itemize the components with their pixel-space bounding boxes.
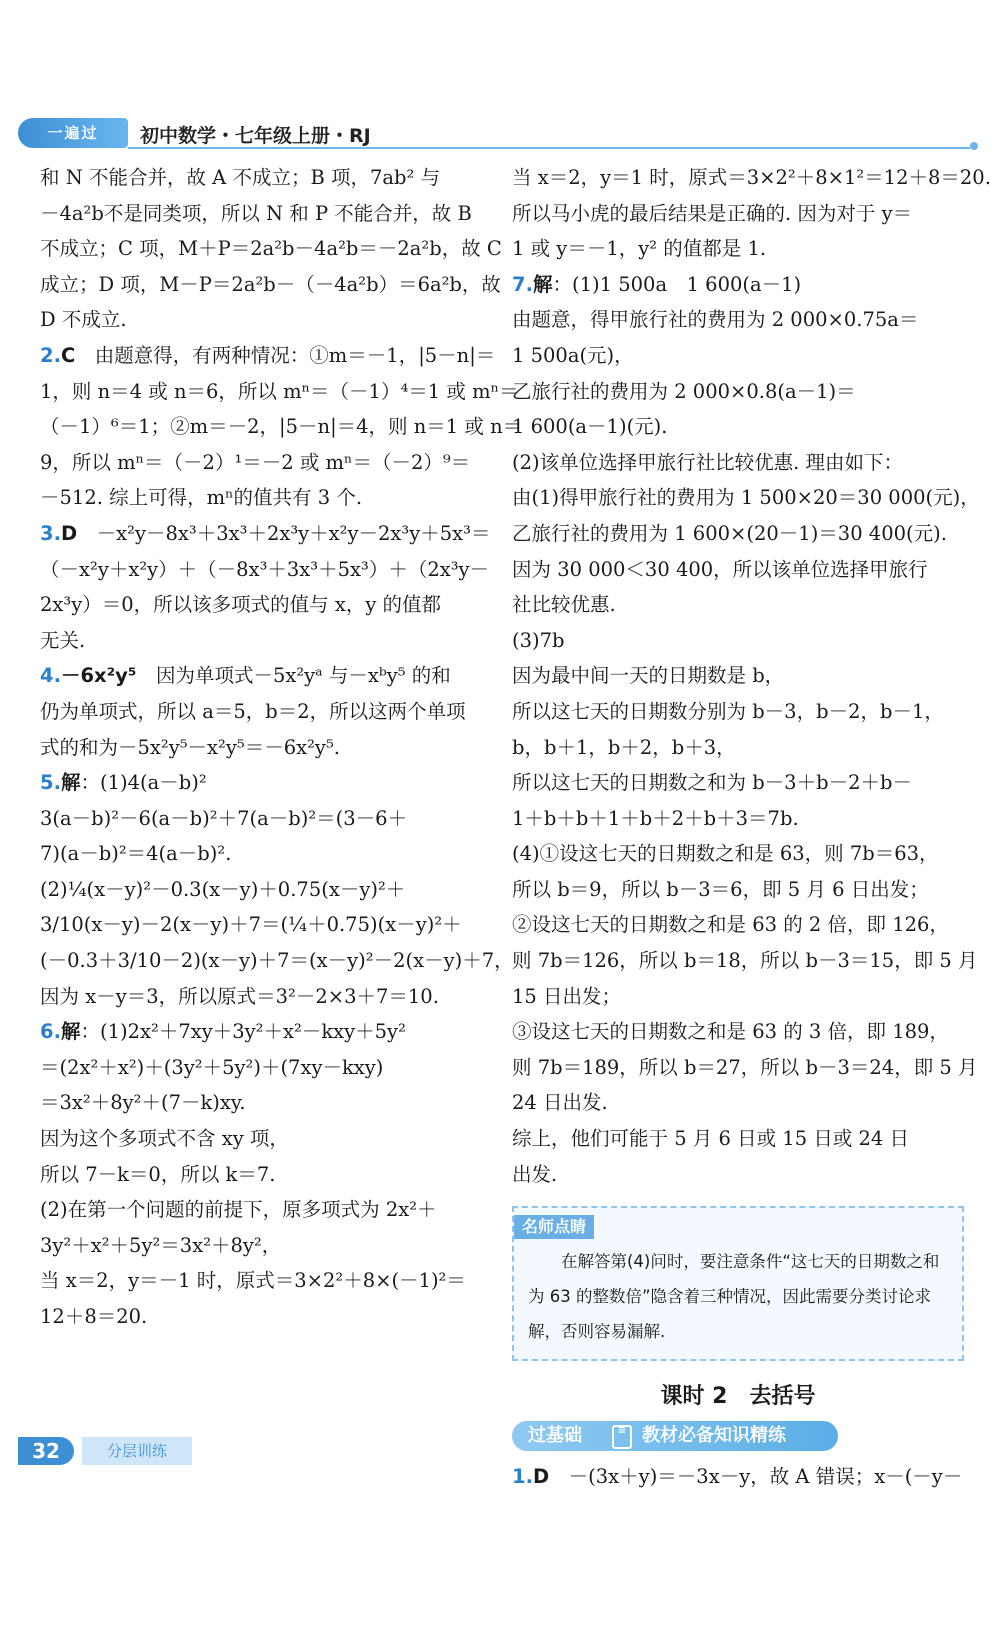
line-text: 12＋8＝20. (40, 1305, 148, 1328)
line-text: ＝(2x²＋x²)＋(3y²＋5y²)＋(7xy－kxy) (40, 1055, 384, 1079)
text-line (512, 1157, 964, 1193)
text-line (512, 374, 964, 410)
text-line (40, 765, 472, 801)
text-line (512, 623, 964, 659)
question-number: 1. (512, 1464, 533, 1488)
text-line (40, 196, 472, 232)
line-text: 仍为单项式，所以 a＝5，b＝2，所以这两个单项 (40, 699, 466, 723)
tip-title: 名师点睛 (514, 1215, 594, 1239)
text-line (40, 801, 472, 837)
text-line (512, 694, 964, 730)
line-text: 社比较优惠. (512, 593, 616, 617)
answer-label: 解 (532, 272, 553, 296)
right-column (512, 160, 991, 1494)
line-text: 因为单项式－5x²yᵃ 与－xᵇy⁵ 的和 (136, 664, 451, 688)
line-text: 9，所以 mⁿ＝（－2）¹＝－2 或 mⁿ＝（－2）⁹＝ (40, 450, 471, 474)
text-line (40, 872, 472, 908)
text-line (40, 587, 472, 623)
text-line (40, 445, 472, 481)
line-text: (2)该单位选择甲旅行社比较优惠. 理由如下： (512, 450, 904, 474)
book-title: 初中数学・七年级上册・RJ (140, 125, 371, 147)
text-line (512, 1085, 964, 1121)
line-text: D 不成立. (40, 308, 127, 332)
line-text: 1 500a(元)， (512, 343, 634, 367)
question-number: 2. (40, 343, 61, 367)
text-line (512, 267, 964, 303)
text-line (40, 302, 472, 338)
text-line (512, 658, 964, 694)
line-text: 3/10(x－y)－2(x－y)＋7＝(¼＋0.75)(x－y)²＋ (40, 913, 462, 937)
banner-label-left: 过基础 (528, 1424, 582, 1446)
text-line (40, 160, 472, 196)
line-text: 则 7b＝189，所以 b＝27，所以 b－3＝24，即 5 月 (512, 1055, 978, 1079)
line-text: 由题意，得甲旅行社的费用为 2 000×0.75a＝ (512, 308, 919, 332)
line-text: 当 x＝2，y＝1 时，原式＝3×2²＋8×1²＝12＋8＝20. (512, 166, 991, 189)
line-text: 则 7b＝126，所以 b＝18，所以 b－3＝15，即 5 月 (512, 949, 978, 973)
text-line (40, 1014, 472, 1050)
text-line (512, 445, 964, 481)
line-text: 综上，他们可能于 5 月 6 日或 15 日或 24 日 (512, 1127, 910, 1151)
line-text: 式的和为－5x²y⁵－x²y⁵＝－6x²y⁵. (40, 735, 340, 759)
lesson-q1 (512, 1459, 964, 1495)
text-line (512, 836, 964, 872)
line-text: 2x³y）＝0，所以该多项式的值与 x，y 的值都 (40, 593, 442, 617)
text-line (512, 552, 964, 588)
line-text: 无关. (40, 628, 86, 652)
page-header (18, 118, 998, 148)
tip-box (512, 1206, 964, 1361)
line-text: 1＋b＋b＋1＋b＋2＋b＋3＝7b. (512, 806, 799, 830)
line-text: 24 日出发. (512, 1091, 608, 1115)
line-text: －x²y－8x³＋3x³＋2x³y＋x²y－2x³y＋5x³＝ (77, 521, 491, 545)
text-line (512, 801, 964, 837)
text-line (40, 231, 502, 267)
text-line (40, 374, 519, 410)
line-text: 乙旅行社的费用为 2 000×0.8(a－1)＝ (512, 379, 856, 403)
text-line (40, 338, 496, 374)
line-text: 1，则 n＝4 或 n＝6，所以 mⁿ＝（－1）⁴＝1 或 mⁿ＝ (40, 379, 519, 403)
text-line (40, 730, 472, 766)
text-line (40, 1299, 472, 1335)
question-number: 7. (512, 272, 533, 296)
question-number: 4. (40, 664, 61, 688)
text-line (40, 1228, 472, 1264)
text-line (512, 196, 964, 232)
text-line (512, 587, 964, 623)
text-line (40, 623, 472, 659)
line-text: －512. 综上可得，mⁿ的值共有 3 个. (40, 486, 363, 510)
line-text: 所以马小虎的最后结果是正确的. 因为对于 y＝ (512, 201, 913, 225)
line-text: 因为这个多项式不含 xy 项， (40, 1127, 289, 1151)
notebook-icon: ≡ (612, 1425, 632, 1449)
text-line (512, 872, 964, 908)
line-text: 由题意得，有两种情况：①m＝－1，|5－n|＝ (75, 343, 496, 367)
line-text: ：(1)1 500a 1 600(a－1) (552, 272, 802, 296)
text-line (512, 1014, 964, 1050)
text-line (512, 730, 964, 766)
text-line (40, 907, 472, 943)
line-text: 不成立；C 项，M＋P＝2a²b－4a²b＝－2a²b，故 C (40, 237, 502, 261)
text-line (40, 836, 472, 872)
line-text: －4a²b不是同类项，所以 N 和 P 不能合并，故 B (40, 201, 472, 225)
line-text: 和 N 不能合并，故 A 不成立；B 项，7ab² 与 (40, 166, 440, 189)
line-text: 3y²＋x²＋5y²＝3x²＋8y²， (40, 1233, 282, 1257)
answer-label: C (60, 343, 76, 367)
line-text: ：(1)2x²＋7xy＋3y²＋x²－kxy＋5y² (80, 1020, 406, 1044)
line-text: ②设这七天的日期数之和是 63 的 2 倍，即 126， (512, 913, 949, 937)
line-text: (4)①设这七天的日期数之和是 63，则 7b＝63， (512, 842, 939, 866)
line-text: ③设这七天的日期数之和是 63 的 3 倍，即 189， (512, 1020, 949, 1044)
text-line (512, 907, 964, 943)
text-line (512, 409, 964, 445)
line-text: (3)7b (512, 628, 565, 652)
answer-label: －6x²y⁵ (60, 664, 137, 688)
line-text: (2)¼(x－y)²－0.3(x－y)＋0.75(x－y)²＋ (40, 877, 406, 901)
footer-label: 分层训练 (82, 1437, 192, 1465)
lesson-title: 课时 2 去括号 (660, 1383, 816, 1409)
text-line (512, 516, 964, 552)
line-text: 成立；D 项，M－P＝2a²b－（－4a²b）＝6a²b，故 (40, 272, 501, 296)
tip-text (528, 1244, 948, 1349)
brand-logo: 一遍过 (18, 118, 128, 148)
line-text: 7)(a－b)²＝4(a－b)². (40, 842, 232, 866)
section-banner (512, 1421, 838, 1451)
text-line (40, 267, 501, 303)
text-line (512, 480, 980, 516)
line-text: （－x²y＋x²y）＋（－8x³＋3x³＋5x³）＋（2x³y－ (40, 557, 490, 581)
text-line (40, 979, 472, 1015)
line-text: b，b＋1，b＋2，b＋3， (512, 735, 736, 759)
line-text: 所以这七天的日期数之和为 b－3＋b－2＋b－ (512, 771, 912, 795)
answer-choice: D (532, 1464, 550, 1488)
text-line (512, 979, 964, 1015)
page-footer (18, 1437, 218, 1465)
text-line (40, 516, 491, 552)
line-text: (－0.3＋3/10－2)(x－y)＋7＝(x－y)²－2(x－y)＋7， (40, 949, 514, 973)
question-number: 3. (40, 521, 61, 545)
text-line (40, 1157, 472, 1193)
line-text: (2)在第一个问题的前提下，原多项式为 2x²＋ (40, 1198, 437, 1222)
line-text: 3(a－b)²－6(a－b)²＋7(a－b)²＝(3－6＋ (40, 806, 408, 830)
text-line (512, 231, 964, 267)
banner-label-right: 教材必备知识精练 (642, 1424, 786, 1446)
answer-label: D (60, 521, 78, 545)
text-line (40, 1050, 472, 1086)
text-line (40, 1263, 472, 1299)
text-line (512, 338, 964, 374)
text-line (512, 160, 991, 196)
line-text: 1 600(a－1)(元). (512, 415, 668, 439)
line-text: 因为 30 000＜30 400，所以该单位选择甲旅行 (512, 557, 928, 581)
answer-label: 解 (60, 1020, 81, 1044)
text-line (40, 552, 490, 588)
text-line (512, 1050, 978, 1086)
line-text: 1 或 y＝－1，y² 的值都是 1. (512, 237, 767, 261)
left-column (40, 160, 523, 1335)
text-line (40, 1192, 472, 1228)
question-number: 6. (40, 1020, 61, 1044)
header-dot-icon (970, 142, 978, 150)
line-text: 因为最中间一天的日期数是 b， (512, 664, 785, 688)
text-line (512, 1121, 964, 1157)
line-text: 由(1)得甲旅行社的费用为 1 500×20＝30 000(元)， (512, 486, 980, 510)
text-line (40, 409, 523, 445)
line-text: 所以 b＝9，所以 b－3＝6，即 5 月 6 日出发； (512, 877, 929, 901)
line-text: ＝3x²＋8y²＋(7－k)xy. (40, 1091, 246, 1115)
text-line (40, 943, 514, 979)
tip-paragraph: 在解答第(4)问时，要注意条件“这七天的日期数之和为 63 的整数倍”隐含着三种情况，因此需要分类讨论求解，否则容易漏解. (528, 1251, 940, 1341)
text-line (40, 480, 472, 516)
header-rule (128, 147, 970, 149)
line-text: 因为 x－y＝3，所以原式＝3²－2×3＋7＝10. (40, 984, 439, 1008)
text-line (40, 658, 472, 694)
line-text: ：(1)4(a－b)² (80, 771, 207, 795)
text-line (512, 765, 964, 801)
text-line (40, 1085, 472, 1121)
answer-label: 解 (60, 771, 81, 795)
text-line (512, 302, 964, 338)
question-text: －(3x＋y)＝－3x－y，故 A 错误；x－(－y－ (549, 1464, 963, 1488)
line-text: 乙旅行社的费用为 1 600×(20－1)＝30 400(元). (512, 521, 947, 545)
line-text: 所以这七天的日期数分别为 b－3，b－2，b－1， (512, 699, 944, 723)
line-text: （－1）⁶＝1；②m＝－2，|5－n|＝4，则 n＝1 或 n＝ (40, 415, 523, 439)
line-text: 所以 7－k＝0，所以 k＝7. (40, 1162, 276, 1186)
line-text: 当 x＝2，y＝－1 时，原式＝3×2²＋8×(－1)²＝ (40, 1269, 466, 1293)
text-line (512, 943, 978, 979)
text-line (40, 1121, 472, 1157)
question-number: 5. (40, 771, 61, 795)
text-line (40, 694, 472, 730)
line-text: 出发. (512, 1162, 558, 1186)
right-column-text (512, 160, 991, 1192)
page-number: 32 (18, 1437, 74, 1465)
line-text: 15 日出发； (512, 984, 622, 1008)
